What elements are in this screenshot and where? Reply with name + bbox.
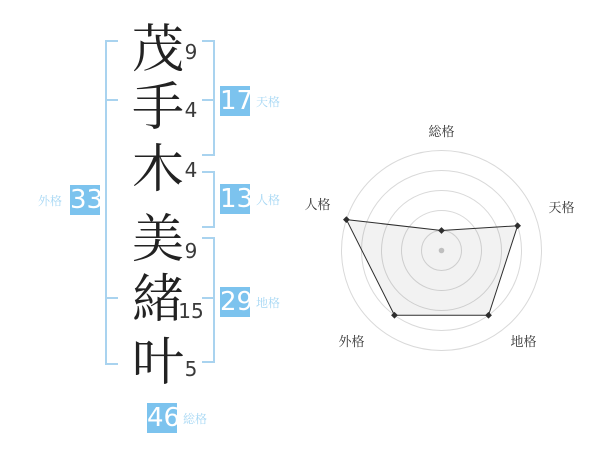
soukaku-badge: 46 [147, 403, 181, 433]
radar-axis-label: 天格 [548, 201, 575, 216]
stroke-count: 9 [184, 239, 198, 263]
stroke-count: 4 [184, 98, 198, 122]
kanji-char: 木 [131, 140, 184, 200]
sotokaku-badge: 33 [70, 185, 104, 215]
stroke-count: 15 [178, 299, 204, 323]
sotokaku-bracket [105, 40, 118, 365]
chikaku-label: 地格 [256, 296, 281, 310]
bracket-arm [202, 361, 213, 363]
bracket-arm [107, 363, 118, 365]
kanji-char: 緒 [131, 270, 184, 330]
bracket-arm [107, 40, 118, 42]
kanji-char: 茂 [131, 20, 184, 80]
chikaku-badge: 29 [220, 287, 254, 317]
radar-axis-label: 人格 [304, 198, 331, 213]
soukaku-label: 総格 [183, 412, 208, 426]
bracket-arm [107, 99, 118, 101]
stroke-count: 9 [184, 40, 198, 64]
bracket-arm [202, 171, 213, 173]
chikaku-bracket [202, 237, 215, 363]
radar-chart [290, 112, 590, 382]
jinkaku-label: 人格 [256, 193, 281, 207]
bracket-arm [202, 237, 213, 239]
radar-axis-label: 総格 [428, 125, 455, 140]
jinkaku-badge: 13 [220, 184, 254, 214]
bracket-arm [202, 226, 213, 228]
stroke-count: 4 [184, 158, 198, 182]
bracket-arm [202, 297, 213, 299]
bracket-arm [107, 297, 118, 299]
sotokaku-label: 外格 [38, 194, 63, 208]
kanji-char: 手 [131, 78, 184, 138]
radar-axis-label: 外格 [338, 335, 365, 350]
jinkaku-bracket [202, 171, 215, 228]
bracket-arm [202, 99, 213, 101]
radar-series-polygon [346, 220, 517, 316]
kanji-char: 叶 [131, 333, 184, 393]
bracket-arm [202, 40, 213, 42]
radar-axis-label: 地格 [510, 335, 537, 350]
kanji-char: 美 [131, 210, 184, 270]
bracket-arm [202, 154, 213, 156]
tenkaku-label: 天格 [256, 95, 281, 109]
tenkaku-badge: 17 [220, 86, 254, 116]
tenkaku-bracket [202, 40, 215, 156]
stroke-count: 5 [184, 357, 198, 381]
